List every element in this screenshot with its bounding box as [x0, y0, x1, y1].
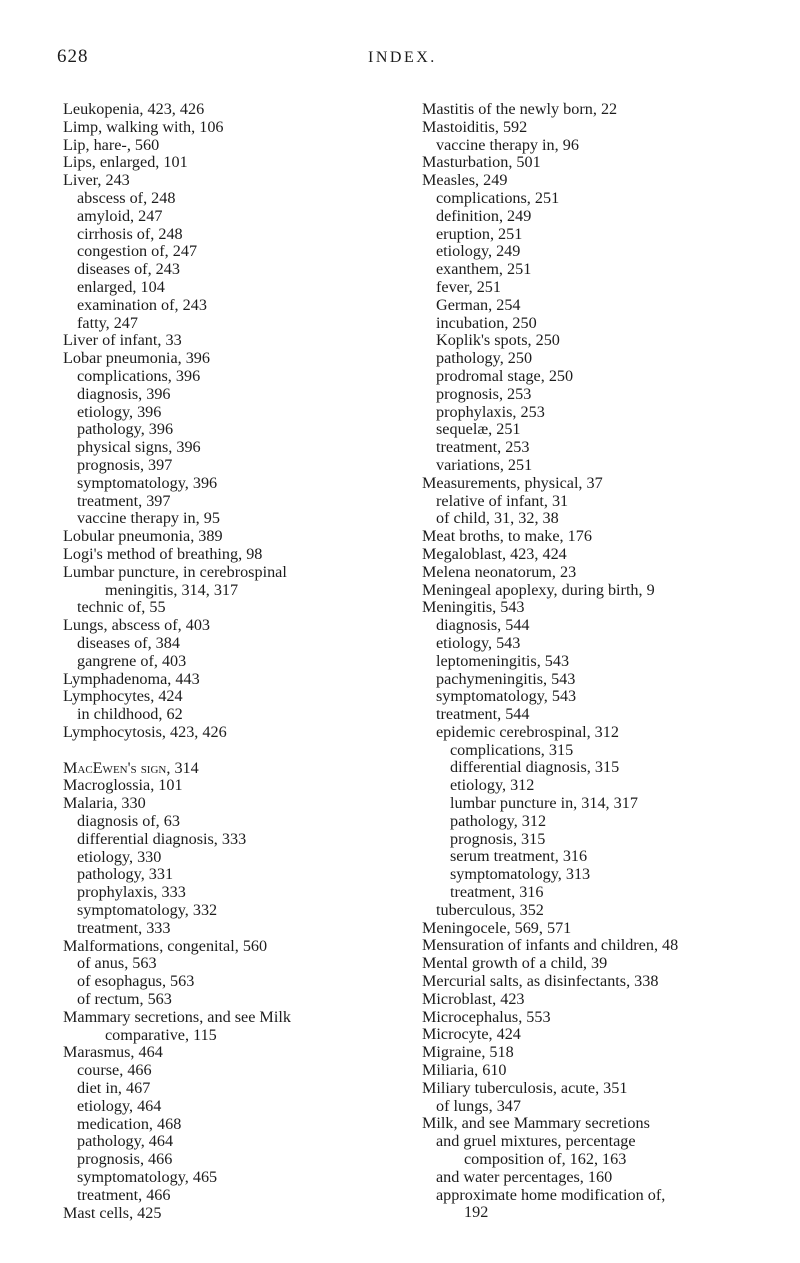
index-subentry: prodromal stage, 250: [436, 366, 574, 385]
index-subentry: symptomatology, 543: [436, 687, 577, 706]
index-subentry: definition, 249: [436, 206, 532, 225]
index-subentry: and gruel mixtures, percentage: [436, 1132, 636, 1151]
index-subentry: lumbar puncture in, 314, 317: [450, 794, 638, 813]
index-entry: Macroglossia, 101: [63, 776, 183, 795]
index-subentry: congestion of, 247: [77, 242, 198, 261]
index-entry: Melena neonatorum, 23: [422, 562, 577, 581]
index-subentry: vaccine therapy in, 95: [77, 509, 220, 528]
index-entry: Measurements, physical, 37: [422, 473, 603, 492]
index-subentry: diet in, 467: [77, 1079, 151, 1098]
index-entry: Milk, and see Mammary secretions: [422, 1114, 650, 1133]
index-entry: Microcephalus, 553: [422, 1007, 551, 1026]
index-subentry: approximate home modification of,: [436, 1185, 666, 1204]
index-subentry: treatment, 466: [77, 1185, 171, 1204]
index-subentry: relative of infant, 31: [436, 491, 569, 510]
page-header: [0, 46, 800, 76]
index-subentry: treatment, 544: [436, 705, 530, 724]
index-column-left: [63, 101, 418, 1222]
index-subentry: prophylaxis, 333: [77, 883, 186, 902]
index-entry: Masturbation, 501: [422, 153, 541, 172]
index-entry: Mental growth of a child, 39: [422, 954, 608, 973]
index-subentry: vaccine therapy in, 96: [436, 135, 579, 154]
index-entry: Lobular pneumonia, 389: [63, 527, 223, 546]
index-subentry: pathology, 464: [77, 1132, 174, 1151]
index-entry: Lips, enlarged, 101: [63, 153, 188, 172]
index-subentry: treatment, 253: [436, 438, 530, 457]
index-subentry: sequelæ, 251: [436, 420, 521, 439]
index-subentry: amyloid, 247: [77, 206, 163, 225]
index-entry: Lymphocytes, 424: [63, 687, 183, 706]
index-subentry: incubation, 250: [436, 313, 537, 332]
index-subentry: etiology, 330: [77, 847, 162, 866]
index-entry: Marasmus, 464: [63, 1043, 163, 1062]
index-entry: Migraine, 518: [422, 1043, 514, 1062]
index-entry: Lymphadenoma, 443: [63, 669, 200, 688]
index-subentry: examination of, 243: [77, 295, 207, 314]
index-subentry: technic of, 55: [77, 598, 166, 617]
index-subentry: complications, 396: [77, 366, 201, 385]
index-entry: Mastitis of the newly born, 22: [422, 100, 618, 118]
index-subentry: epidemic cerebrospinal, 312: [436, 722, 619, 741]
index-subentry: treatment, 333: [77, 918, 171, 937]
index-subentry: in childhood, 62: [77, 705, 183, 724]
index-subentry: eruption, 251: [436, 224, 523, 243]
index-subentry: diagnosis of, 63: [77, 812, 180, 831]
index-subentry: pathology, 312: [450, 811, 547, 830]
index-subentry: of lungs, 347: [436, 1096, 521, 1115]
index-entry: Lumbar puncture, in cerebrospinal: [63, 562, 287, 581]
index-subentry: physical signs, 396: [77, 438, 201, 457]
index-subentry: diseases of, 243: [77, 260, 180, 279]
index-subentry: fatty, 247: [77, 313, 138, 332]
index-column-right: [422, 101, 772, 1222]
index-subentry: pathology, 396: [77, 420, 174, 439]
index-subentry: serum treatment, 316: [450, 847, 588, 866]
index-subentry: of rectum, 563: [77, 990, 172, 1009]
index-subentry: prophylaxis, 253: [436, 402, 545, 421]
index-subentry: cirrhosis of, 248: [77, 224, 183, 243]
index-subentry: differential diagnosis, 315: [450, 758, 620, 777]
index-subentry: course, 466: [77, 1061, 152, 1080]
index-entry: Miliaria, 610: [422, 1061, 507, 1080]
index-subentry: etiology, 464: [77, 1096, 162, 1115]
index-subentry: diagnosis, 396: [77, 384, 171, 403]
index-subentry: etiology, 249: [436, 242, 521, 261]
index-subentry: exanthem, 251: [436, 260, 532, 279]
index-subentry: variations, 251: [436, 455, 533, 474]
index-entry: Malaria, 330: [63, 794, 146, 813]
index-entry: Lip, hare-, 560: [63, 135, 160, 154]
index-subentry: gangrene of, 403: [77, 651, 187, 670]
index-entry: Megaloblast, 423, 424: [422, 544, 567, 563]
index-entry: Miliary tuberculosis, acute, 351: [422, 1078, 628, 1097]
index-entry: Logi's method of breathing, 98: [63, 544, 263, 563]
index-subentry: symptomatology, 332: [77, 901, 218, 920]
index-entry: Measles, 249: [422, 171, 508, 190]
page-number: 628: [57, 46, 89, 67]
index-entry: Lungs, abscess of, 403: [63, 616, 211, 635]
index-subentry: prognosis, 315: [450, 829, 546, 848]
index-subentry: treatment, 397: [77, 491, 171, 510]
index-subentry: prognosis, 253: [436, 384, 532, 403]
index-subentry: of esophagus, 563: [77, 972, 195, 991]
index-subentry: pachymeningitis, 543: [436, 669, 576, 688]
index-subentry: of anus, 563: [77, 954, 157, 973]
index-entry: Liver of infant, 33: [63, 331, 182, 350]
index-subentry: prognosis, 466: [77, 1150, 173, 1169]
index-entry: Meat broths, to make, 176: [422, 527, 592, 546]
index-entry: Leukopenia, 423, 426: [63, 100, 205, 118]
index-subentry: German, 254: [436, 295, 521, 314]
index-entry: Mastoiditis, 592: [422, 117, 528, 136]
index-subentry: pathology, 250: [436, 349, 533, 368]
index-subentry: etiology, 396: [77, 402, 162, 421]
index-subentry: complications, 315: [450, 740, 574, 759]
index-subentry: diagnosis, 544: [436, 616, 530, 635]
index-entry: Liver, 243: [63, 171, 130, 190]
index-subentry: etiology, 543: [436, 633, 521, 652]
index-entry: Mammary secretions, and see Milk: [63, 1007, 291, 1026]
index-subentry: etiology, 312: [450, 776, 535, 795]
index-subentry: pathology, 331: [77, 865, 174, 884]
index-subentry: symptomatology, 465: [77, 1168, 218, 1187]
index-subentry: of child, 31, 32, 38: [436, 509, 559, 528]
index-subentry: and water percentages, 160: [436, 1167, 613, 1186]
index-subentry: composition of, 162, 163: [464, 1150, 627, 1169]
index-subentry: diseases of, 384: [77, 633, 180, 652]
index-entry: Meningitis, 543: [422, 598, 525, 617]
index-entry: Lobar pneumonia, 396: [63, 349, 210, 368]
index-subentry: treatment, 316: [450, 883, 544, 902]
section-gap: [63, 742, 418, 760]
index-subentry: differential diagnosis, 333: [77, 829, 247, 848]
index-subentry: tuberculous, 352: [436, 900, 544, 919]
index-entry: Malformations, congenital, 560: [63, 936, 268, 955]
index-subentry: 192: [464, 1203, 489, 1222]
index-entry: Lymphocytosis, 423, 426: [63, 722, 227, 741]
index-subentry: comparative, 115: [105, 1025, 217, 1044]
index-subentry: enlarged, 104: [77, 277, 165, 296]
index-entry: Microblast, 423: [422, 989, 525, 1008]
index-subentry: meningitis, 314, 317: [105, 580, 239, 599]
index-subentry: fever, 251: [436, 277, 501, 296]
index-entry: Limp, walking with, 106: [63, 117, 224, 136]
index-entry: Mast cells, 425: [63, 1203, 162, 1222]
index-subentry: leptomeningitis, 543: [436, 651, 570, 670]
index-subentry: complications, 251: [436, 188, 560, 207]
index-entry: MacEwen's sign, 314: [63, 758, 199, 777]
index-entry: Microcyte, 424: [422, 1025, 521, 1044]
index-entry: Meningeal apoplexy, during birth, 9: [422, 580, 655, 599]
index-entry: Mercurial salts, as disinfectants, 338: [422, 972, 659, 991]
index-entry: Mensuration of infants and children, 48: [422, 936, 679, 955]
index-subentry: symptomatology, 313: [450, 865, 591, 884]
index-subentry: abscess of, 248: [77, 188, 176, 207]
index-subentry: symptomatology, 396: [77, 473, 218, 492]
index-subentry: prognosis, 397: [77, 455, 173, 474]
index-subentry: Koplik's spots, 250: [436, 331, 560, 350]
index-subentry: medication, 468: [77, 1114, 182, 1133]
running-head: INDEX.: [368, 49, 437, 66]
index-entry: Meningocele, 569, 571: [422, 918, 572, 937]
